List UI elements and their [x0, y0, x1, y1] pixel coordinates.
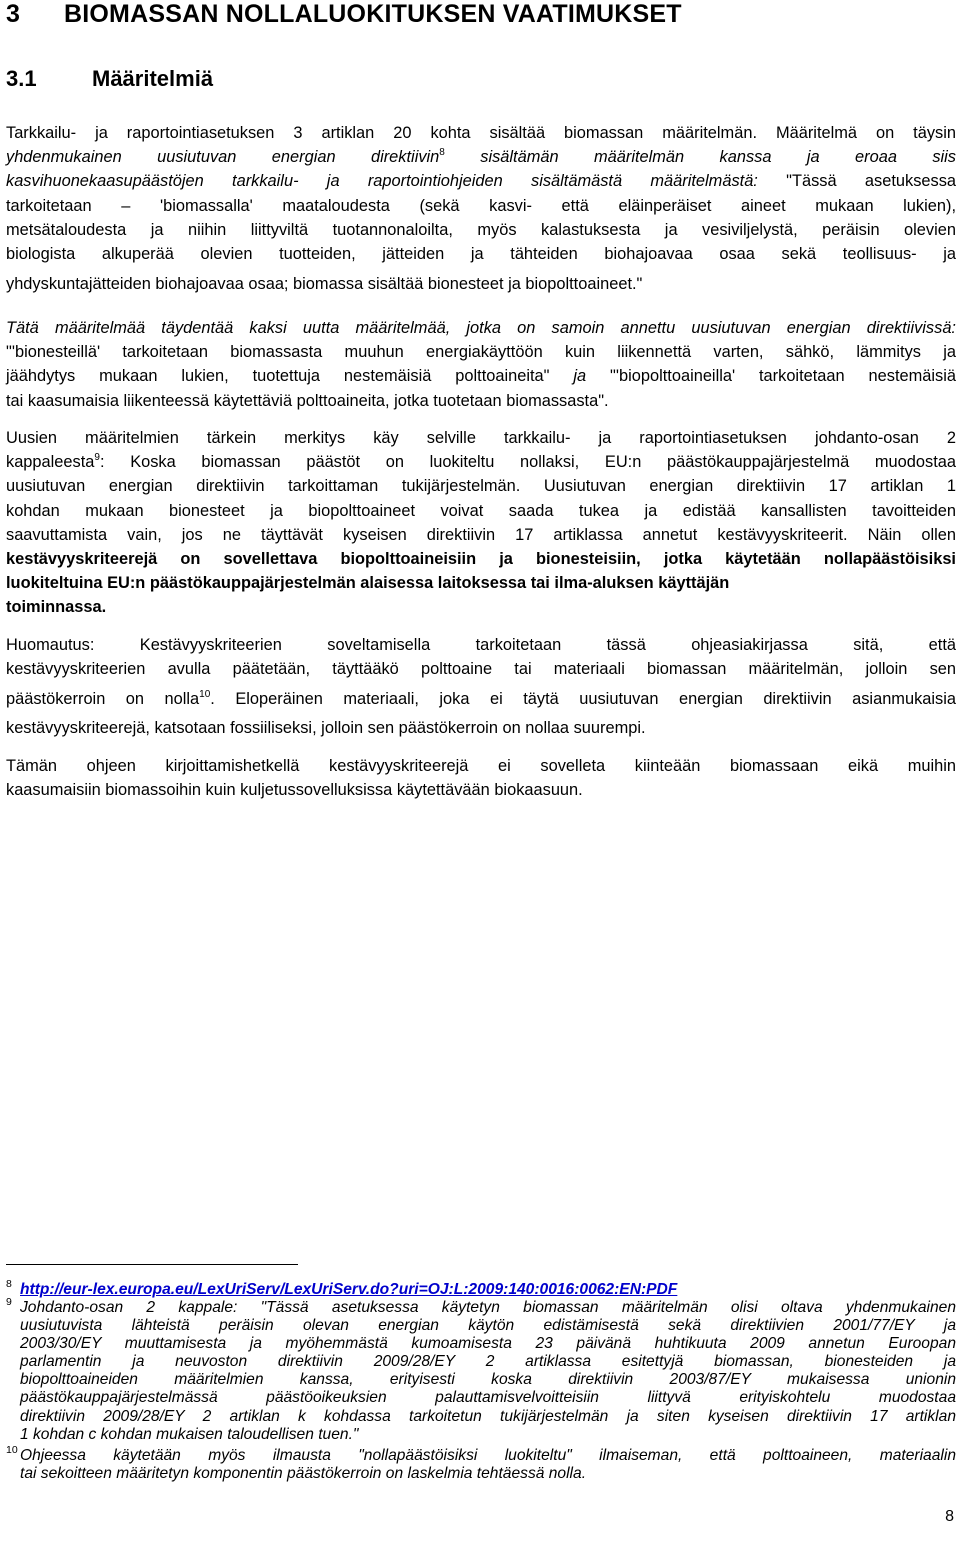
text-line: Uusien määritelmien tärkein merkitys käy selville tarkkailu- ja raportointiasetuksen johdanto-osan 2 — [6, 429, 956, 447]
text-line: yhdyskuntajätteiden biohajoavaa osaa; biomassa sisältää bionesteet ja biopolttoaineet." — [6, 275, 643, 294]
section-title: Määritelmiä — [92, 66, 214, 91]
footnote-line: päästökauppajärjestelmässä päästöoikeuksien palauttamisvelvoitteisiin liittyvä erityiskohtelu muodostaa — [20, 1389, 956, 1407]
text-line: luokiteltuina EU:n päästökauppajärjestelmän alaisessa laitoksessa tai ilma-aluksen käyttäjän — [6, 574, 730, 593]
text-line: kasvihuonekaasupäästöjen tarkkailu- ja raportointiohjeiden sisältämästä määritelmästä: "Tässä asetuksessa — [6, 172, 957, 191]
footnote-8 — [6, 1278, 956, 1299]
text-line: tarkoitetaan – 'biomassalla' maataloudesta (sekä kasvi- että eläinperäiset aineet mukaan lukien), — [6, 196, 956, 215]
section-heading — [6, 66, 213, 92]
paragraph-significance — [6, 426, 956, 620]
text-line: "'bionesteillä' tarkoitetaan biomassasta muuhun energiakäyttöön kuin liikennettä varten, sähkö, lämmitys ja — [6, 343, 956, 362]
footnote-ref-10[interactable]: 10 — [199, 689, 211, 701]
footnote-line: 2003/30/EY muuttamisesta ja myöhemmästä kumoamisesta 23 päivänä huhtikuuta 2009 annetun Euroopan — [20, 1335, 956, 1353]
footnote-line: Johdanto-osan 2 kappale: "Tässä asetuksessa käytetyn biomassan määritelmän olisi oltava yhdenmukainen — [20, 1299, 956, 1316]
text-line: Huomautus: Kestävyyskriteerien soveltamisella tarkoitetaan tässä ohjeasiakirjassa sitä, että — [6, 636, 956, 654]
text-line: tai kaasumaisia liikenteessä käytettäviä polttoaineita, jotka tuotetaan biomassasta". — [6, 391, 609, 410]
footnote-separator — [6, 1264, 298, 1265]
footnote-line: parlamentin ja neuvoston direktiivin 2009/28/EY 2 artiklassa esitettyjä biomassan, bionesteiden ja — [20, 1353, 956, 1371]
footnote-mark: 10 — [6, 1444, 18, 1456]
footnote-link[interactable]: http://eur-lex.europa.eu/LexUriServ/LexUriServ.do?uri=OJ:L:2009:140:0016:0062:EN:PDF — [20, 1281, 678, 1298]
text-line: kappaleesta$^9$: Koska biomassan päästöt on luokiteltu nollaksi, EU:n päästökauppajärjestelmä muodostaa — [6, 452, 956, 472]
paragraph-bioliquids-definition — [6, 316, 956, 413]
footnote-line: uusiutuvista lähteistä peräisin olevan energian käytön edistämisestä sekä direktiivien 2001/77/EY ja — [20, 1317, 956, 1335]
page-number: 8 — [945, 1508, 954, 1525]
text-line: metsätaloudesta ja niihin liittyviltä tuotannonaloilta, myös kalastuksesta ja vesiviljelystä, peräisin olevien — [6, 220, 956, 239]
text-line: toiminnassa. — [6, 598, 107, 617]
chapter-heading — [6, 0, 682, 29]
paragraph-note — [6, 633, 956, 740]
footnote-ref-8[interactable]: 8 — [439, 147, 445, 159]
footnote-line: Ohjeessa käytetään myös ilmausta "nollapäästöisiksi luokiteltu" ilmaiseman, että polttoaineen, materiaalin — [20, 1447, 956, 1464]
text-line: kestävyyskriteerejä on sovellettava biopolttoaineisiin ja bionesteisiin, jotka käytetään nollapäästöisiksi — [6, 550, 956, 569]
text-line: uusiutuvan energian direktiivin tarkoittaman tukijärjestelmän. Uusiutuvan energian direktiivin 17 artiklan 1 — [6, 477, 956, 496]
text-line: kaasumaisiin biomassoihin kuin kuljetussovelluksissa käytettävään biokaasuun. — [6, 781, 583, 800]
footnote-line: biopolttoaineiden määritelmien kanssa, erityisesti koska direktiivin 2003/87/EY mukaisessa unionin — [20, 1371, 956, 1389]
footnote-ref-9[interactable]: 9 — [94, 452, 100, 464]
text-line: yhdenmukainen uusiutuvan energian direktiivin$^8$ sisältämän määritelmän kanssa ja eroaa siis — [6, 147, 957, 167]
footnote-line: 1 kohdan c kohdan mukaisen taloudellisen tuen." — [20, 1425, 359, 1443]
text-line: päästökerroin on nolla$^{10}$. Eloperäinen materiaali, joka ei täytä uusiutuvan energian direktiivin asianmukaisia — [6, 689, 956, 709]
chapter-number: 3 — [6, 0, 21, 28]
text-line: biologista alkuperää olevien tuotteiden, jätteiden ja tähteiden biohajoavaa osaa sekä teollisuus- ja — [6, 245, 956, 264]
text-line: kohdan mukaan bionesteet ja biopolttoaineet voivat saada tukea ja edistää kansallisten tavoitteiden — [6, 501, 956, 520]
paragraph-biomass-definition — [6, 121, 956, 296]
footnote-mark: 9 — [6, 1296, 12, 1308]
footnote-9 — [6, 1296, 956, 1444]
section-number: 3.1 — [6, 66, 37, 91]
text-line: Tämän ohjeen kirjoittamishetkellä kestävyyskriteerejä ei sovelleta kiinteään biomassaan eikä muihin — [6, 757, 956, 775]
footnote-line: direktiivin 2009/28/EY 2 artiklan k kohdassa tarkoitetun tukijärjestelmän ja siten kyseisen direktiivin 17 artiklan — [20, 1407, 956, 1425]
footnote-10 — [6, 1444, 956, 1483]
chapter-title: BIOMASSAN NOLLALUOKITUKSEN VAATIMUKSET — [64, 0, 682, 28]
text-line: Tätä määritelmää täydentää kaksi uutta määritelmää, jotka on samoin annettu uusiutuvan energian direktiivissä: — [6, 319, 956, 337]
text-line: saavuttamista vain, jos ne täyttävät kyseisen direktiivin 17 artiklassa annetut kestävyyskriteerit. Näin ollen — [6, 525, 956, 544]
text-line: Tarkkailu- ja raportointiasetuksen 3 artiklan 20 kohta sisältää biomassan määritelmän. Määritelmä on täysin — [6, 124, 956, 142]
footnote-mark: 8 — [6, 1278, 12, 1290]
text-line: jäähdytys mukaan lukien, tuotettuja nestemäisiä polttoaineita" ja "'biopolttoaineilla' tarkoitetaan nestemäisiä — [6, 367, 956, 386]
text-line: kestävyyskriteerien avulla päätetään, täyttääkö polttoaine tai materiaali biomassan määritelmän, jolloin sen — [6, 660, 956, 679]
footnote-line: tai sekoitteen määritetyn komponentin päästökerroin on laskelmia tehtäessä nolla. — [20, 1465, 587, 1483]
text-line: kestävyyskriteerejä, katsotaan fossiiliseksi, jolloin sen päästökerroin on nollaa suurempi. — [6, 718, 646, 737]
paragraph-current-status — [6, 754, 956, 802]
